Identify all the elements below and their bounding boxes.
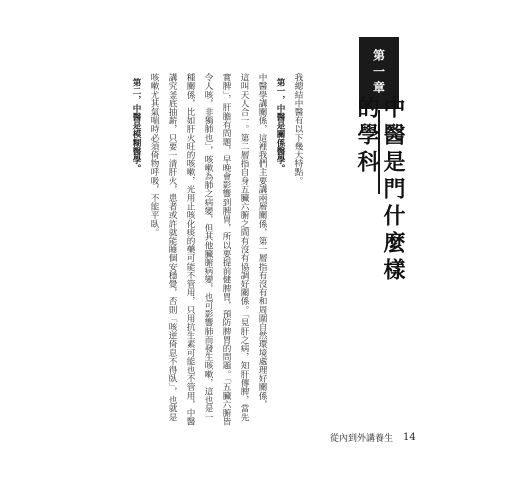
page-footer: [330, 430, 416, 444]
running-title: 從內到外講養生: [330, 433, 394, 444]
chapter-label-text: 第一章: [371, 49, 386, 97]
section-heading-1: 第一，中醫是關係醫學。: [275, 78, 285, 173]
chapter-title: [354, 96, 406, 296]
paragraph-line-7: 咳嗽尤其氣喘時必須倚物呼吸，不能平臥。: [149, 73, 159, 237]
section-heading-2: 第二，中醫是模糊醫學。: [131, 78, 141, 173]
paragraph-line-5: 種關係，比如肝火旺的咳嗽，光用止咳化痰的藥可能不管用，只用抗生素可能也不管用，中醫: [185, 73, 195, 426]
intro-line: 我總結中醫有以下幾大特點。: [293, 73, 303, 185]
page-number: 14: [403, 431, 416, 443]
paragraph-line-4: 令人咳，非獨肺也」，咳嗽為肺之病變，但其他臟腑病變，也可影響肺而發生咳嗽，這也是一: [203, 73, 213, 422]
paragraph-line-1: 中醫學講關係，這裡我們主要講兩層關係，第一層指有沒有和周圍自然環境處理好關係，: [257, 73, 267, 409]
paragraph-line-2: 這叫天人合一。第二層指自身五臟六腑之間有沒有協調好關係。「見肝之病，知肝傳脾，當先: [239, 73, 249, 422]
paragraph-line-3: 實脾」，肝膽有問題，早晚會影響到脾胃，所以要提前健脾胃，預防脾胃的問題。「五臟六腑皆: [221, 73, 231, 426]
paragraph-line-6: 講究釜底抽薪，只要一清肝火，患者或許就能睡個安穩覺，否則「咳逆倚息不得臥」，也就是: [167, 73, 177, 422]
chapter-title-text: 中醫是門什麼樣的學科: [354, 96, 406, 285]
